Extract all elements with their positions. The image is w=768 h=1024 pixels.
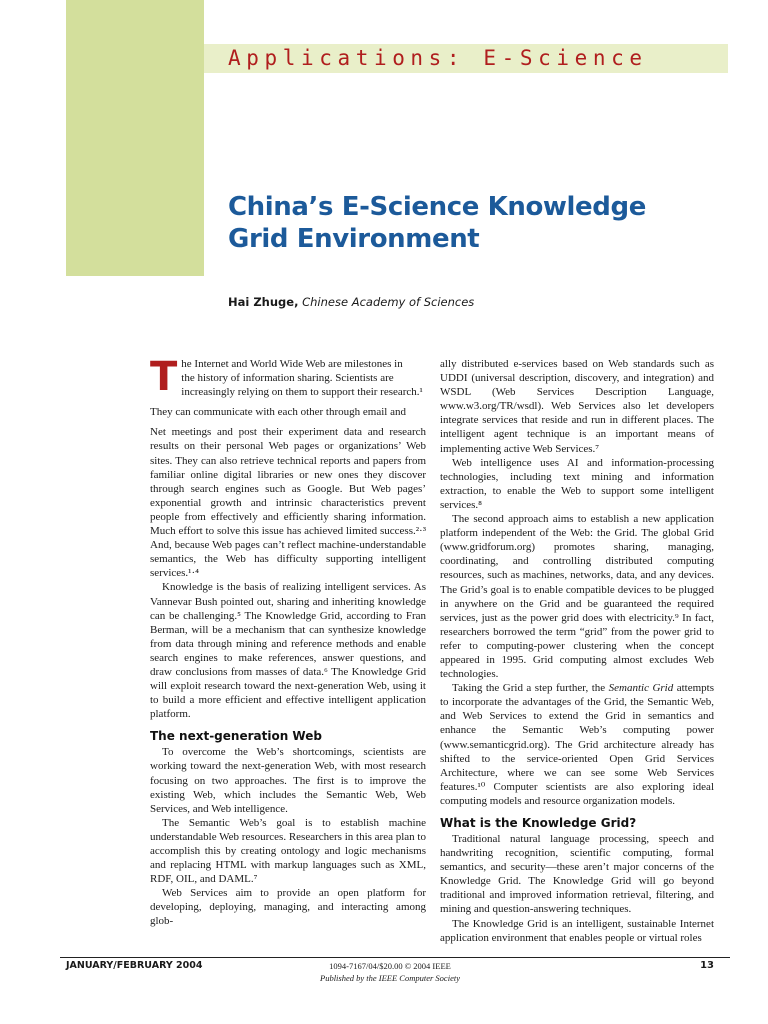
text-run: Taking the Grid a step further, the <box>452 682 609 695</box>
section-label: Applications: E-Science <box>228 46 648 70</box>
text-run: attempts to incorporate the advantages of the Grid, the Semantic Web, and Web Services to extend the Grid in semantics and enhance the Semantic Web’s computing power (www.semanticgrid.org). The Grid architecture already has shifted to the service-oriented Open Grid Services Architecture, where we can see some Web Services features.¹⁰ Computer scientists are also exploring ideal computing models and resource organization models. <box>440 682 714 807</box>
byline <box>228 295 474 309</box>
body-paragraph: Traditional natural language processing, speech and handwriting recognition, scientific computing, formal semantics, and security—these aren’t major concerns of the Knowledge Grid. The Knowledge Grid will go beyond traditional and improved information retrieval, filtering, and mining and question-answering techniques. <box>440 833 714 916</box>
body-paragraph: Net meetings and post their experiment data and research results on their personal Web pages or organizations’ Web sites. They can also retrieve technical reports and papers from familiar online digital libraries or new ones they discover through search engines such as Google. But Web pages’ exponential growth and intrinsic characteristics prevent people from effectively and efficiently sharing information. Much effort to solve this issue has achieved limited success.²·³ And, because Web pages can’t reflect machine-understandable semantics, the Web has difficulty supporting intelligent services.¹·⁴ <box>150 426 426 580</box>
body-paragraph: The second approach aims to establish a new application platform independent of the Web: the Grid. The global Grid (www.gridforum.org) promotes sharing, managing, coordinating, and controlling distributed computing resources, such as machines, networks, data, and any devices. The Grid’s goal is to enable compatible devices to be plugged in anywhere on the Grid and be guaranteed the required services, just as the power grid does with electricity.⁹ In fact, researchers borrowed the term “grid” from the power grid to refer to computing-power clustering when the concept appeared in 1995. Grid computing almost excludes Web technologies. <box>440 513 714 681</box>
italic-term: Semantic Grid <box>608 682 674 695</box>
body-paragraph: Web intelligence uses AI and information-processing technologies, including text mining and information extraction, to enable the Web to support some intelligent services.⁸ <box>440 456 714 511</box>
footer-rule <box>60 957 730 958</box>
right-column <box>440 357 714 945</box>
body-paragraph: The Semantic Web’s goal is to establish machine understandable Web resources. Researchers in this area plan to accomplish this by creating ontology and logic mechanisms and replacing HTML with markup languages such as XML, RDF, OIL, and DAML.⁷ <box>150 816 426 886</box>
left-column <box>150 354 426 929</box>
section-heading: The next-generation Web <box>150 729 322 744</box>
decorative-green-block <box>66 0 204 276</box>
body-paragraph: Knowledge is the basis of realizing intelligent services. As Vannevar Bush pointed out, sharing and inheriting knowledge can be challenging.⁵ The Knowledge Grid, according to Fran Berman, will be a mechanism that can synthesize knowledge from data through mining and reference methods and enable search engines to make references, answer questions, and draw conclusions from masses of data.⁶ The Knowledge Grid will exploit research toward the next-generation Web, using it to build a more efficient and effective intelligent application platform. <box>150 581 426 721</box>
body-paragraph: Web Services aim to provide an open platform for developing, deploying, managing, and interacting among glob- <box>150 887 426 928</box>
footer-credits <box>290 960 490 984</box>
author-name: Hai Zhuge, <box>228 295 299 309</box>
footer-copyright: 1094-7167/04/$20.00 © 2004 IEEE <box>329 961 451 971</box>
intro-line: increasingly relying on them to support their research.¹ <box>181 386 423 399</box>
author-affiliation: Chinese Academy of Sciences <box>302 295 475 309</box>
drop-cap: T <box>150 354 178 400</box>
intro-line: the history of information sharing. Scientists are <box>181 372 394 385</box>
section-heading: What is the Knowledge Grid? <box>440 816 637 830</box>
body-paragraph: To overcome the Web’s shortcomings, scientists are working toward the next-generation Web, with most research focusing on two approaches. The first is to improve the existing Web, which includes the Semantic Web, Web Services, and Web intelligence. <box>150 746 426 815</box>
body-paragraph <box>440 681 714 808</box>
intro-line: They can communicate with each other through email and <box>150 406 406 419</box>
article-title: China’s E-Science Knowledge Grid Environment <box>228 192 646 254</box>
body-paragraph: The Knowledge Grid is an intelligent, sustainable Internet application environment that enables people or virtual roles <box>440 917 714 944</box>
lead-paragraph <box>150 354 426 580</box>
intro-line: he Internet and World Wide Web are milestones in <box>181 358 403 370</box>
page-number: 13 <box>700 960 714 971</box>
footer-publisher: Published by the IEEE Computer Society <box>320 973 460 983</box>
body-paragraph: ally distributed e-services based on Web standards such as UDDI (universal description, discovery, and integration) and WSDL (Web Services Description Language, www.w3.org/TR/wsdl). Web Services also let developers integrate services that reside and run in different places. The intelligent agent technique is an important means of implementing active Web Services.⁷ <box>440 358 714 455</box>
footer-issue: JANUARY/FEBRUARY 2004 <box>66 960 203 971</box>
